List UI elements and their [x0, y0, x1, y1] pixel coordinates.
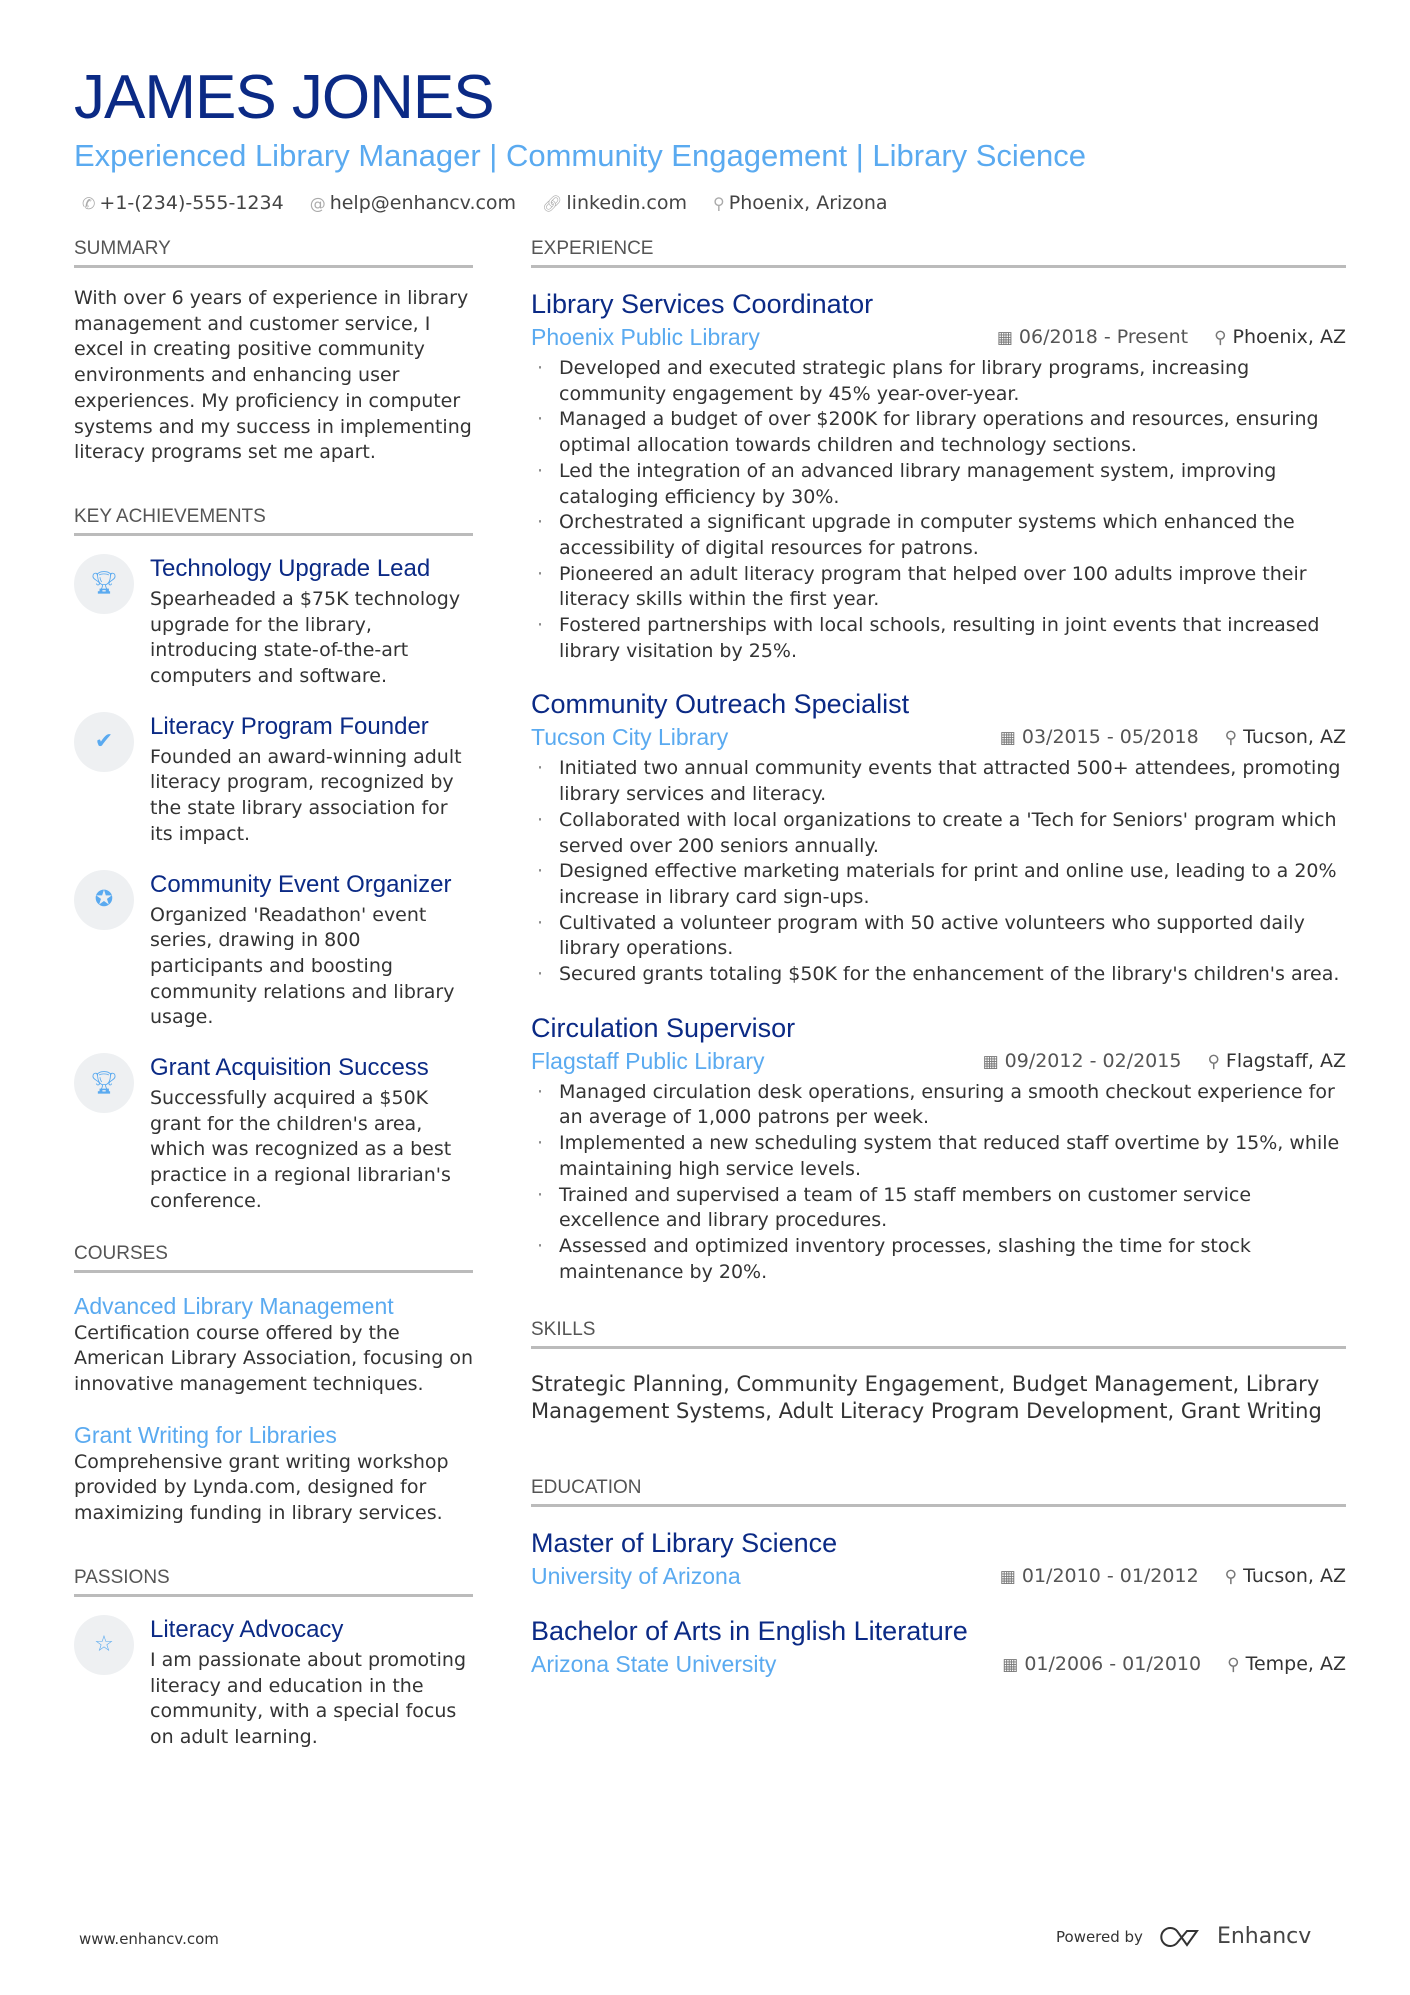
- achievement-title: Literacy Program Founder: [150, 712, 429, 740]
- bullet-item: · Managed a budget of over $200K for library operations and resources, ensuring optimal allocation towards children and technology sections.: [531, 407, 1346, 458]
- check-icon: ✔: [74, 712, 134, 772]
- at-icon: @: [309, 194, 326, 213]
- achievement-item: [74, 554, 473, 690]
- enhancv-logo-icon: [1157, 1925, 1203, 1949]
- meta-row: [531, 1046, 1346, 1076]
- section-title: PASSIONS: [74, 1567, 473, 1597]
- trophy-icon: 🏆︎: [74, 554, 134, 614]
- section-title: SUMMARY: [74, 238, 473, 268]
- candidate-headline: Experienced Library Manager | Community Engagement | Library Science: [74, 138, 1087, 173]
- date-range: 01/2006 - 01/2010: [1024, 1653, 1202, 1676]
- company-name[interactable]: Flagstaff Public Library: [531, 1047, 765, 1074]
- footer-website[interactable]: www.enhancv.com: [79, 1930, 219, 1948]
- date-location: [997, 326, 1346, 348]
- achievement-description: Organized 'Readathon' event series, drawing in 800 participants and boosting community relations and library usage.: [150, 903, 455, 1029]
- course-description: Comprehensive grant writing workshop provided by Lynda.com, designed for maximizing funding in library services.: [74, 1450, 449, 1525]
- achievement-item: [74, 712, 473, 848]
- resume-header: [74, 62, 1354, 214]
- bullet-item: · Orchestrated a significant upgrade in computer systems which enhanced the accessibility of digital resources for patrons.: [531, 510, 1346, 561]
- location-text: Flagstaff, AZ: [1225, 1049, 1346, 1072]
- location-text: Phoenix, AZ: [1232, 326, 1346, 348]
- course-title[interactable]: Grant Writing for Libraries: [74, 1421, 337, 1448]
- location: [1214, 326, 1346, 348]
- date: [983, 1050, 1182, 1072]
- star-icon: ☆: [74, 1615, 134, 1675]
- bullet-item: · Led the integration of an advanced library management system, improving cataloging efficiency by 30%.: [531, 459, 1346, 510]
- meta-row: [531, 722, 1346, 752]
- course-title[interactable]: Advanced Library Management: [74, 1292, 394, 1319]
- linkedin[interactable]: linkedin.com: [566, 192, 688, 214]
- bullet-item: · Pioneered an adult literacy program that helped over 100 adults improve their literacy skills within the first year.: [531, 562, 1346, 613]
- date-range: 03/2015 - 05/2018: [1021, 726, 1199, 749]
- summary-section: [74, 238, 473, 466]
- achievement-title: Community Event Organizer: [150, 870, 452, 898]
- achievement-description: I am passionate about promoting literacy and education in the community, with a special focus on adult learning.: [150, 1648, 467, 1748]
- location-pin-icon: ⚲: [1227, 1655, 1240, 1676]
- left-column: [74, 238, 473, 1791]
- achievement-title: Grant Acquisition Success: [150, 1054, 429, 1082]
- job-entry: [531, 286, 1346, 664]
- section-title: EDUCATION: [531, 1477, 1346, 1507]
- location-text: Tucson, AZ: [1243, 1565, 1346, 1588]
- bullet-item: · Fostered partnerships with local schools, resulting in joint events that increased library visitation by 25%.: [531, 613, 1346, 664]
- candidate-name: JAMES JONES: [74, 63, 494, 132]
- location: Phoenix, Arizona: [728, 192, 888, 214]
- bullet-item: · Assessed and optimized inventory processes, slashing the time for stock maintenance by 20%.: [531, 1234, 1346, 1285]
- location: [1225, 1565, 1346, 1587]
- date-location: [1000, 1565, 1346, 1587]
- location-pin-icon: ⚲: [713, 194, 725, 213]
- passions-section: [74, 1567, 473, 1751]
- phone-icon: ✆: [82, 194, 96, 213]
- achievement-item: [74, 1615, 473, 1751]
- bullet-item: · Secured grants totaling $50K for the enhancement of the library's children's area.: [531, 962, 1346, 988]
- brand-name: Enhancv: [1216, 1924, 1312, 1949]
- date: [1000, 1565, 1199, 1587]
- job-bullets: [531, 356, 1346, 664]
- meta-row: [531, 1649, 1346, 1679]
- experience-section: [531, 238, 1346, 1285]
- section-title: KEY ACHIEVEMENTS: [74, 506, 473, 536]
- date-range: 09/2012 - 02/2015: [1004, 1049, 1182, 1072]
- job-title: Library Services Coordinator: [531, 289, 874, 319]
- section-title: SKILLS: [531, 1319, 1346, 1349]
- achievement-content: [150, 1053, 473, 1215]
- powered-by: Powered by: [1056, 1927, 1143, 1946]
- location-pin-icon: ⚲: [1214, 328, 1227, 348]
- date: [1000, 726, 1199, 748]
- location-text: Tempe, AZ: [1245, 1653, 1346, 1676]
- company-name[interactable]: Phoenix Public Library: [531, 324, 760, 350]
- education-entry: [531, 1613, 1346, 1679]
- footer-brand: [1056, 1924, 1311, 1949]
- job-entry: [531, 686, 1346, 987]
- job-title: Circulation Supervisor: [531, 1012, 796, 1043]
- achievement-description: Spearheaded a $75K technology upgrade for the library, introducing state-of-the-art computers and software.: [150, 587, 461, 688]
- bullet-item: · Designed effective marketing materials for print and online use, leading to a 20% increase in library card sign-ups.: [531, 859, 1346, 910]
- achievements-section: [74, 506, 473, 1215]
- meta-row: [531, 322, 1346, 352]
- courses-section: [74, 1243, 473, 1527]
- calendar-icon: ▦: [996, 328, 1013, 348]
- degree: Master of Library Science: [531, 1528, 838, 1559]
- award-icon: ✪: [74, 870, 134, 930]
- achievement-title: Technology Upgrade Lead: [150, 554, 431, 582]
- meta-row: [531, 1561, 1346, 1591]
- achievement-content: [150, 870, 473, 1032]
- date-range: 06/2018 - Present: [1018, 326, 1189, 348]
- education-entry: [531, 1525, 1346, 1591]
- achievement-content: [150, 1615, 473, 1751]
- achievement-content: [150, 554, 473, 690]
- job-title: Community Outreach Specialist: [531, 689, 910, 720]
- education-section: [531, 1477, 1346, 1679]
- email[interactable]: help@enhancv.com: [329, 192, 517, 214]
- summary-text: With over 6 years of experience in library management and customer service, I excel in creating positive community environments and enhancing user experiences. My proficiency in computer systems and my success in implementing literacy programs set me apart.: [74, 287, 472, 464]
- phone: +1-(234)-555-1234: [99, 192, 284, 214]
- section-title: COURSES: [74, 1243, 473, 1273]
- link-icon: 🔗︎: [542, 194, 563, 213]
- date: [997, 326, 1188, 348]
- course-item: [74, 1291, 473, 1398]
- location-text: Tucson, AZ: [1243, 726, 1346, 749]
- bullet-item: · Implemented a new scheduling system that reduced staff overtime by 15%, while maintaining high service levels.: [531, 1131, 1346, 1182]
- course-item: [74, 1420, 473, 1527]
- achievement-item: [74, 870, 473, 1032]
- company-name[interactable]: Tucson City Library: [531, 724, 729, 751]
- achievement-title: Literacy Advocacy: [150, 1615, 344, 1643]
- bullet-item: · Trained and supervised a team of 15 staff members on customer service excellence and library procedures.: [531, 1183, 1346, 1234]
- calendar-icon: ▦: [999, 1567, 1016, 1588]
- location-pin-icon: ⚲: [1224, 1567, 1238, 1588]
- section-title: EXPERIENCE: [531, 238, 1346, 268]
- location: [1225, 726, 1346, 748]
- school-name[interactable]: University of Arizona: [531, 1563, 741, 1590]
- right-column: [531, 238, 1346, 1719]
- skills-section: [531, 1319, 1346, 1425]
- job-bullets: [531, 756, 1346, 987]
- date-range: 01/2010 - 01/2012: [1021, 1565, 1199, 1588]
- job-bullets: [531, 1080, 1346, 1286]
- date-location: [1002, 1653, 1346, 1675]
- bullet-item: · Collaborated with local organizations to create a 'Tech for Seniors' program which served over 200 seniors annually.: [531, 808, 1346, 859]
- skills-text: Strategic Planning, Community Engagement, Budget Management, Library Management Systems, Adult Literacy Program Development, Grant Writing: [531, 1372, 1322, 1424]
- bullet-item: · Initiated two annual community events that attracted 500+ attendees, promoting library services and literacy.: [531, 756, 1346, 807]
- achievement-item: [74, 1053, 473, 1215]
- calendar-icon: ▦: [1002, 1655, 1019, 1676]
- calendar-icon: ▦: [999, 728, 1016, 749]
- achievement-content: [150, 712, 473, 848]
- bullet-item: · Developed and executed strategic plans for library programs, increasing community engagement by 45% year-over-year.: [531, 356, 1346, 407]
- date-location: [983, 1050, 1346, 1072]
- trophy-icon: 🏆︎: [74, 1053, 134, 1113]
- date: [1002, 1653, 1201, 1675]
- course-description: Certification course offered by the American Library Association, focusing on innovative management techniques.: [74, 1321, 473, 1395]
- location-pin-icon: ⚲: [1224, 728, 1238, 749]
- date-location: [1000, 726, 1346, 748]
- calendar-icon: ▦: [982, 1051, 999, 1072]
- location: [1207, 1050, 1346, 1072]
- job-entry: [531, 1010, 1346, 1286]
- bullet-item: · Cultivated a volunteer program with 50 active volunteers who supported daily library operations.: [531, 911, 1346, 962]
- contact-info: [74, 192, 1354, 214]
- achievement-description: Successfully acquired a $50K grant for the children's area, which was recognized as a best practice in a regional librarian's conference.: [150, 1087, 452, 1212]
- bullet-item: · Managed circulation desk operations, ensuring a smooth checkout experience for an average of 1,000 patrons per week.: [531, 1080, 1346, 1131]
- location-pin-icon: ⚲: [1207, 1051, 1220, 1072]
- degree: Bachelor of Arts in English Literature: [531, 1616, 968, 1647]
- achievement-description: Founded an award-winning adult literacy program, recognized by the state library association for its impact.: [150, 745, 462, 845]
- school-name[interactable]: Arizona State University: [531, 1651, 777, 1678]
- location: [1227, 1653, 1346, 1675]
